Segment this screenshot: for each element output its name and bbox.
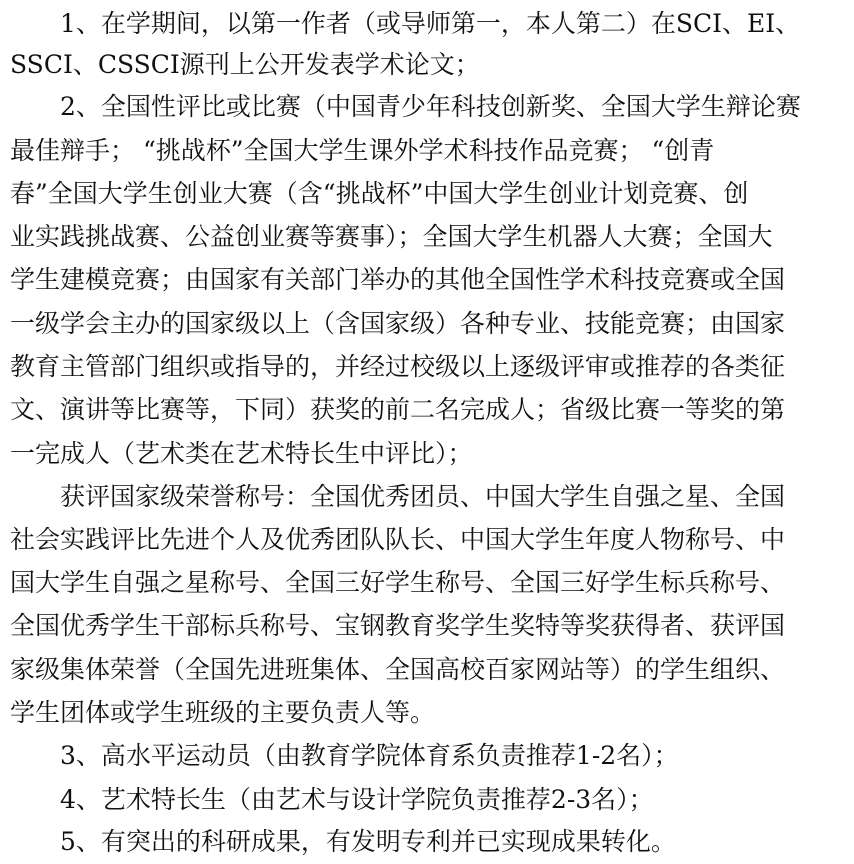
text-line: 一完成人（艺术类在艺术特长生中评比）； <box>10 439 473 468</box>
text-line: 社会实践评比先进个人及优秀团队队长、中国大学生年度人物称号、中 <box>10 525 786 554</box>
text-line: 国大学生自强之星称号、全国三好学生称号、全国三好学生标兵称号、 <box>10 568 786 597</box>
text-line: 2、全国性评比或比赛（中国青少年科技创新奖、全国大学生辩论赛 <box>60 92 801 121</box>
text-line: 一级学会主办的国家级以上（含国家级）各种专业、技能竞赛；由国家 <box>10 309 786 338</box>
text-line: 业实践挑战赛、公益创业赛等赛事）；全国大学生机器人大赛；全国大 <box>10 222 773 251</box>
text-line: 学生建模竞赛；由国家有关部门举办的其他全国性学术科技竞赛或全国 <box>10 265 786 294</box>
text-line: 家级集体荣誉（全国先进班集体、全国高校百家网站等）的学生组织、 <box>10 655 786 684</box>
text-line: 5、有突出的科研成果，有发明专利并已实现成果转化。 <box>60 827 676 856</box>
text-line: 4、艺术特长生（由艺术与设计学院负责推荐2-3名）； <box>60 785 654 814</box>
text-line: 最佳辩手； “挑战杯”全国大学生课外学术科技作品竞赛； “创青 <box>10 136 715 165</box>
text-line: SSCI、CSSCI源刊上公开发表学术论文； <box>10 50 480 79</box>
text-line: 3、高水平运动员（由教育学院体育系负责推荐1-2名）； <box>60 741 679 770</box>
text-line: 学生团体或学生班级的主要负责人等。 <box>10 698 436 727</box>
text-line: 春”全国大学生创业大赛（含“挑战杯”中国大学生创业计划竞赛、创 <box>10 179 749 208</box>
text-line: 全国优秀学生干部标兵称号、宝钢教育奖学生奖特等奖获得者、获评国 <box>10 611 786 640</box>
text-line: 获评国家级荣誉称号：全国优秀团员、中国大学生自强之星、全国 <box>60 482 786 511</box>
text-line: 1、在学期间，以第一作者（或导师第一，本人第二）在SCI、EI、 <box>60 9 801 38</box>
text-line: 文、演讲等比赛等，下同）获奖的前二名完成人；省级比赛一等奖的第 <box>10 395 786 424</box>
text-line: 教育主管部门组织或指导的，并经过校级以上逐级评审或推荐的各类征 <box>10 352 786 381</box>
